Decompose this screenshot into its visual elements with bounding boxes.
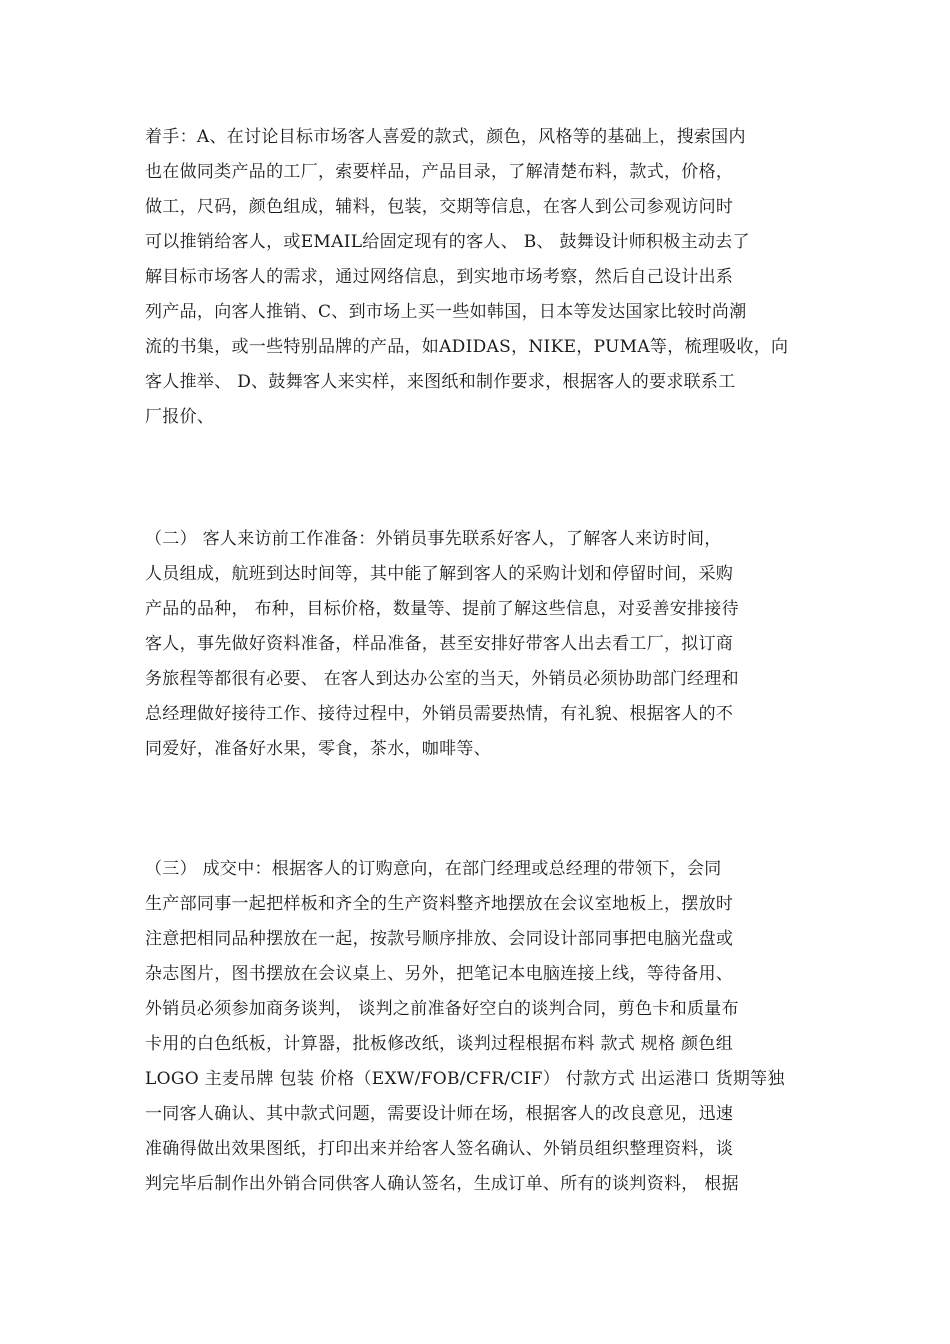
paragraph-deal-closing: （三） 成交中：根据客人的订购意向，在部门经理或总经理的带领下，会同 生产部同事一起把样板和齐全的生产资料整齐地摆放在会议室地板上，摆放时 注意把相同品种摆放在一起，按款号顺序排放、会同设计部同事把电脑光盘或 杂志图片，图书摆放在会议桌上、另外，把笔记本电脑连接上线，等待备用、 外销员必须参加商务谈判， 谈判之前准备好空白的谈判合同，剪色卡和质量布 卡用的白色纸板，计算器，批板修改纸，谈判过程根据布料 款式 规格 颜色组 LOGO 主麦吊牌 包装 价格（EXW/FOB/CFR/CIF） 付款方式 出运港口 货期等独 一同客人确认、其中款式问题，需要设计师在场，根据客人的改良意见，迅速 准确得做出效果图纸，打印出来并给客人签名确认、外销员组织整理资料，谈 判完毕后制作出外销合同供客人确认签名，生成订单、所有的谈判资料， 根据 (145, 859, 785, 1194)
paragraph-product-sourcing: 着手：A、在讨论目标市场客人喜爱的款式，颜色，风格等的基础上，搜索国内 也在做同类产品的工厂，索要样品，产品目录，了解清楚布料，款式，价格， 做工，尺码，颜色组成，辅料，包装，交期等信息，在客人到公司参观访问时 可以推销给客人，或EMAIL给固定现有的客人、 B、 鼓舞设计师积极主动去了 解目标市场客人的需求，通过网络信息，到实地市场考察，然后自己设计出系 列产品，向客人推销、C、到市场上买一些如韩国，日本等发达国家比较时尚潮 流的书集，或一些特别品牌的产品，如ADIDAS，NIKE，PUMA等，梳理吸收，向 客人推举、 D、鼓舞客人来实样，来图纸和制作要求，根据客人的要求联系工 厂报价、 (145, 127, 789, 427)
paragraph-visit-preparation: （二） 客人来访前工作准备：外销员事先联系好客人，了解客人来访时间， 人员组成，航班到达时间等，其中能了解到客人的采购计划和停留时间，采购 产品的品种， 布种，目标价格，数量等、提前了解这些信息，对妥善安排接待 客人，事先做好资料准备，样品准备，甚至安排好带客人出去看工厂，拟订商 务旅程等都很有必要、 在客人到达办公室的当天，外销员必须协助部门经理和 总经理做好接待工作、接待过程中，外销员需要热情，有礼貌、根据客人的不 同爱好，准备好水果，零食，茶水，咖啡等、 (145, 529, 739, 759)
